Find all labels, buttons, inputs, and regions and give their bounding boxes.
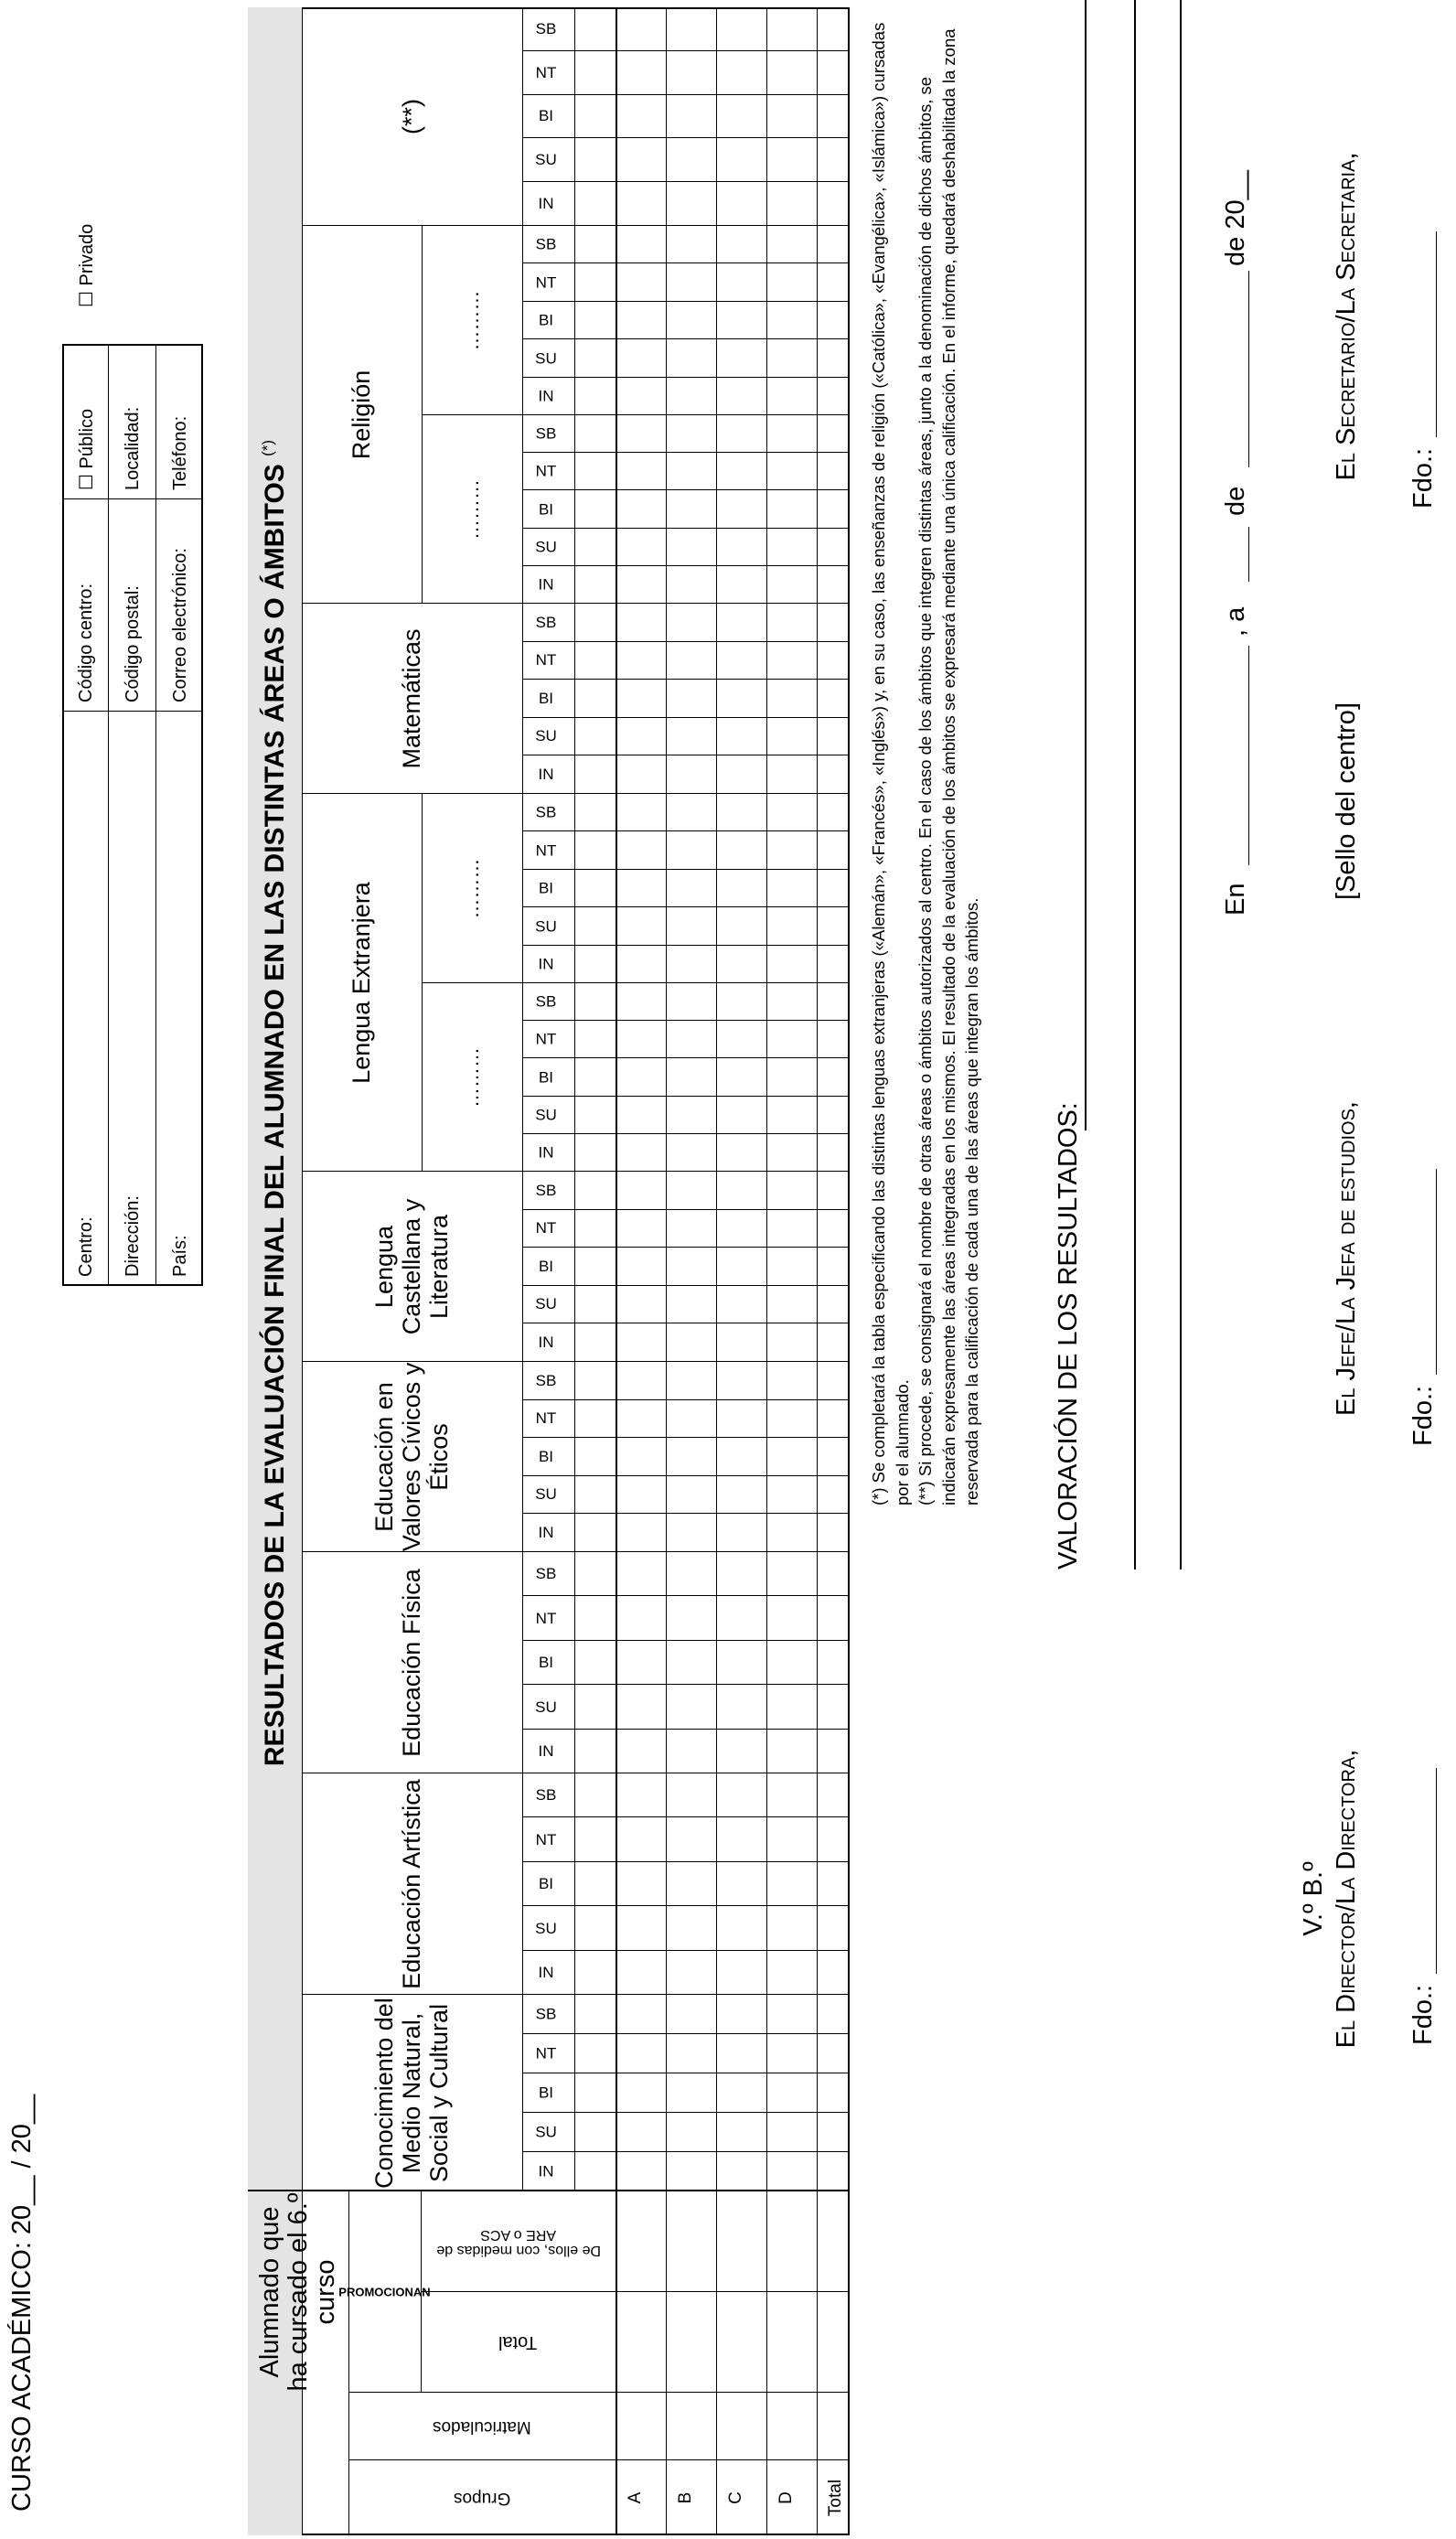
grade-label-in: IN: [538, 1741, 554, 1760]
grade-label-sb: SB: [535, 424, 557, 443]
grade-column-line: [522, 565, 850, 566]
area-lengua-castellana: Lengua Castellana y Literatura: [370, 1198, 453, 1335]
grade-label-bi: BI: [538, 500, 554, 519]
grade-column-line: [522, 1399, 850, 1400]
sello-label: [Sello del centro]: [1332, 702, 1361, 901]
area-valores-civicos: Educación en Valores Cívicos y Éticos: [370, 1362, 453, 1552]
grade-column-line: [522, 1096, 850, 1097]
area-educacion-artistica: Educación Artística: [398, 1779, 426, 1989]
grade-label-in: IN: [538, 1334, 554, 1352]
grade-label-sb: SB: [535, 19, 557, 37]
grade-column-line: [522, 181, 850, 182]
grade-label-in: IN: [538, 387, 554, 405]
grade-label-sb: SB: [535, 1565, 557, 1583]
grade-column-line: [522, 50, 850, 51]
fecha-a: , a: [1221, 606, 1250, 637]
grade-label-nt: NT: [535, 462, 557, 480]
area-lengua-extranjera: Lengua Extranjera: [348, 882, 376, 1084]
area-otros: (**): [398, 99, 426, 134]
matriculados-header-cell: [348, 2393, 616, 2460]
grade-column-line: [522, 1861, 850, 1862]
grade-label-sb: SB: [535, 235, 557, 253]
grade-label-sb: SB: [535, 1371, 557, 1389]
localidad-label: Localidad:: [122, 406, 143, 490]
grade-column-line: [522, 338, 850, 339]
grupos-label: Grupos: [453, 2489, 511, 2508]
row-label-b: B: [676, 2491, 695, 2504]
grade-column-line: [522, 945, 850, 946]
correo-label: Correo electrónico:: [169, 548, 190, 702]
grade-label-su: SU: [535, 538, 557, 556]
grade-column-line: [522, 1285, 850, 1286]
fecha-de: de: [1221, 486, 1250, 516]
grade-label-nt: NT: [535, 2044, 557, 2062]
lengua-extranjera-sub1: ………: [459, 1047, 483, 1108]
fecha-en: En: [1221, 883, 1250, 916]
grade-column-line: [522, 1950, 850, 1951]
grade-column-line: [522, 94, 850, 95]
grade-label-su: SU: [535, 1106, 557, 1124]
grade-label-bi: BI: [538, 311, 554, 329]
grade-column-line: [522, 528, 850, 529]
grade-label-nt: NT: [535, 1409, 557, 1428]
religion-sub1: ………: [459, 479, 483, 540]
grade-label-su: SU: [535, 1295, 557, 1313]
grade-label-su: SU: [535, 2123, 557, 2141]
grade-column-line: [522, 717, 850, 718]
grade-label-sb: SB: [535, 992, 557, 1011]
grade-label-su: SU: [535, 1485, 557, 1504]
grade-label-su: SU: [535, 916, 557, 935]
row-label-total: Total: [826, 2479, 845, 2517]
codigo-centro-label: Código centro:: [75, 583, 96, 702]
grade-column-line: [522, 830, 850, 831]
row-line: [666, 7, 667, 2535]
grade-label-bi: BI: [538, 1654, 554, 1672]
fdo-secretario-label: Fdo.:: [1408, 447, 1438, 509]
main-title: RESULTADOS DE LA EVALUACIÓN FINAL DEL ALUMNADO EN LAS DISTINTAS ÁREAS O ÁMBITOS (*): [259, 439, 290, 1767]
grade-label-bi: BI: [538, 879, 554, 897]
grade-column-line: [522, 262, 850, 263]
grade-label-bi: BI: [538, 1875, 554, 1893]
grade-header-bottom-line: [574, 7, 575, 2191]
jefe-estudios-label: El Jefe/La Jefa de estudios,: [1332, 1101, 1361, 1416]
grade-label-nt: NT: [535, 1219, 557, 1237]
row-label-d: D: [776, 2491, 796, 2504]
grade-column-line: [522, 1133, 850, 1134]
publico-checkbox[interactable]: ☐ Público: [76, 408, 97, 490]
fecha-mes-line[interactable]: [1248, 271, 1249, 467]
row-line: [716, 7, 717, 2535]
grade-label-bi: BI: [538, 1448, 554, 1466]
row-line: [817, 7, 818, 2535]
fdo-jefe-label: Fdo.:: [1408, 1385, 1438, 1446]
grade-label-in: IN: [538, 1143, 554, 1162]
grade-column-line: [522, 452, 850, 453]
grade-label-bi: BI: [538, 1258, 554, 1276]
centro-label: Centro:: [75, 1216, 96, 1277]
telefono-label: Teléfono:: [169, 415, 190, 490]
fecha-de20: de 20__: [1221, 170, 1250, 266]
grade-label-su: SU: [535, 151, 557, 169]
grade-column-line: [522, 641, 850, 642]
row-label-a: A: [626, 2491, 645, 2504]
fdo-director-line[interactable]: [1436, 1768, 1437, 1974]
grade-column-line: [522, 1247, 850, 1248]
grade-label-sb: SB: [535, 1181, 557, 1199]
grade-column-line: [522, 1640, 850, 1641]
grade-column-line: [522, 869, 850, 870]
grade-label-nt: NT: [535, 1609, 557, 1627]
grade-column-line: [522, 1595, 850, 1596]
note-1: (*) Se completará la tabla especificando las distintas lenguas extranjeras («Alemán», «Francés», «Inglés») y, en su caso, las enseñanzas de religión («Católica», «Evangélica», «Islámica») cursadas por el alumnado.: [869, 22, 912, 1505]
grade-label-sb: SB: [535, 803, 557, 821]
de-ellos-header-cell: [421, 2191, 616, 2292]
grade-column-line: [522, 1057, 850, 1058]
valoracion-line-3[interactable]: [1180, 0, 1182, 1569]
grade-label-sb: SB: [535, 2005, 557, 2023]
grade-label-in: IN: [538, 2162, 554, 2180]
grade-label-bi: BI: [538, 1068, 554, 1087]
direccion-label: Dirección:: [122, 1195, 143, 1277]
area-matematicas: Matemáticas: [398, 628, 426, 769]
religion-sub2: ………: [459, 290, 483, 351]
matriculados-label: Matriculados: [433, 2417, 531, 2437]
note-2: (**) Si procede, se consignará el nombre de otras áreas o ámbitos autorizados al centro. En el caso de los ámbitos que integren distintas áreas, junto a la denominación de dichos ámbitos, se indicarán expresamente las áreas integradas en los mismos. El resultado de la evaluación de los ámbitos se expresará mediante una única calificación. En el informe, quedará deshabilitada la zona reservada para la calificación de cada una de las áreas que integran los ámbitos.: [915, 28, 982, 1505]
fecha-lugar-line[interactable]: [1248, 646, 1249, 865]
grade-label-in: IN: [538, 575, 554, 594]
grade-column-line: [522, 1729, 850, 1730]
row-label-c: C: [726, 2491, 745, 2504]
fdo-secretario-line[interactable]: [1436, 231, 1437, 437]
area-conocimiento-medio: Conocimiento del Medio Natural, Social y Cultural: [370, 1998, 453, 2189]
grade-label-bi: BI: [538, 690, 554, 708]
grade-label-in: IN: [538, 1963, 554, 1981]
valoracion-label: VALORACIÓN DE LOS RESULTADOS:: [1054, 1102, 1083, 1569]
promocionan-label: PROMOCIONAN: [338, 2285, 431, 2299]
grade-column-line: [522, 2112, 850, 2113]
grade-label-su: SU: [535, 1698, 557, 1716]
secretario-label: El Secretario/La Secretaria,: [1332, 152, 1361, 481]
grade-column-line: [522, 679, 850, 680]
lengua-extranjera-sub2: ………: [459, 858, 483, 919]
grade-column-line: [522, 1905, 850, 1906]
grade-label-nt: NT: [535, 841, 557, 860]
area-religion: Religión: [348, 370, 376, 460]
grade-label-in: IN: [538, 195, 554, 213]
grade-column-line: [522, 1209, 850, 1210]
grade-label-bi: BI: [538, 107, 554, 125]
grade-label-nt: NT: [535, 1830, 557, 1848]
grade-column-line: [522, 1437, 850, 1438]
alumnado-title: Alumnado que ha cursado el 6.º curso: [255, 2192, 341, 2392]
grade-label-su: SU: [535, 727, 557, 745]
academic-year-title: CURSO ACADÉMICO: 20__ / 20__: [7, 2094, 37, 2512]
grade-header-line: [522, 7, 523, 2191]
grade-column-line: [522, 906, 850, 907]
grade-column-line: [522, 489, 850, 490]
grade-label-sb: SB: [535, 613, 557, 631]
director-label: El Director/La Directora,: [1332, 1749, 1361, 2049]
valoracion-line-1[interactable]: [1085, 0, 1087, 1130]
grade-column-line: [522, 377, 850, 378]
fecha-dia-line[interactable]: [1248, 527, 1249, 582]
grade-label-su: SU: [535, 1919, 557, 1937]
grade-column-line: [522, 1513, 850, 1514]
grade-label-nt: NT: [535, 63, 557, 81]
grade-label-nt: NT: [535, 651, 557, 670]
area-educacion-fisica: Educación Física: [398, 1569, 426, 1757]
total-label: Total: [498, 2332, 538, 2353]
grade-column-line: [522, 2151, 850, 2152]
pais-label: País:: [169, 1235, 190, 1277]
grade-column-line: [522, 1475, 850, 1476]
grade-label-bi: BI: [538, 2084, 554, 2102]
fdo-jefe-line[interactable]: [1436, 1169, 1437, 1375]
grade-column-line: [522, 137, 850, 138]
total-header-cell: [421, 2292, 616, 2393]
grade-column-line: [522, 2033, 850, 2034]
grupos-header-cell: [348, 2460, 616, 2535]
codigo-postal-label: Código postal:: [122, 585, 143, 702]
grade-column-line: [522, 1684, 850, 1685]
grade-column-line: [522, 1816, 850, 1817]
grade-label-su: SU: [535, 348, 557, 367]
grade-label-nt: NT: [535, 1030, 557, 1048]
grade-column-line: [522, 301, 850, 302]
grade-label-sb: SB: [535, 1786, 557, 1805]
grade-label-in: IN: [538, 766, 554, 784]
vb-label: V.º B.º: [1299, 1861, 1328, 1936]
privado-checkbox[interactable]: ☐ Privado: [76, 223, 97, 307]
de-ellos-label: De ellos, con medidas de ARE o ACS: [435, 2227, 601, 2258]
fdo-director-label: Fdo.:: [1408, 1984, 1438, 2045]
grade-label-in: IN: [538, 955, 554, 973]
promocionan-header-cell: [338, 2191, 431, 2393]
valoracion-line-2[interactable]: [1134, 0, 1136, 1569]
grade-column-line: [522, 1020, 850, 1021]
row-line: [766, 7, 767, 2535]
grade-label-in: IN: [538, 1524, 554, 1542]
grade-label-nt: NT: [535, 273, 557, 292]
